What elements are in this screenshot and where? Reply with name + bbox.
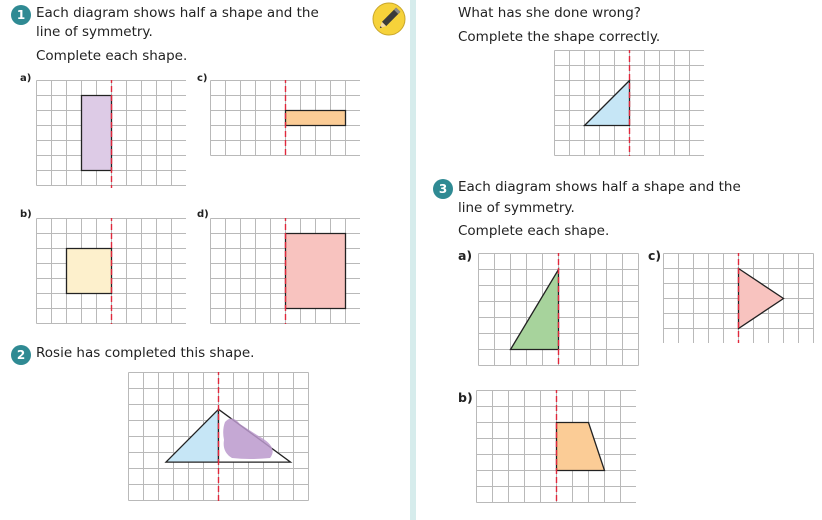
q1c-label: c) (197, 73, 208, 84)
q1c-grid (210, 80, 360, 160)
question-1-badge: 1 (11, 5, 31, 25)
q1-text-line1: Each diagram shows half a shape and the (36, 5, 319, 21)
shape-half (82, 96, 112, 171)
q1b-label: b) (20, 209, 32, 220)
q1d-grid (210, 218, 360, 324)
shape-half (739, 269, 784, 329)
shape-half (585, 81, 630, 126)
pencil-icon (372, 2, 406, 36)
q2-text: Rosie has completed this shape. (36, 345, 255, 361)
q1b-grid (36, 218, 186, 324)
q3-text-line1: Each diagram shows half a shape and the (458, 179, 741, 195)
q3b-label: b) (458, 390, 473, 405)
shape-half (511, 270, 559, 350)
q3c-grid (663, 253, 815, 343)
q3a-label: a) (458, 248, 473, 263)
shape-half (286, 111, 346, 126)
q1d-label: d) (197, 209, 209, 220)
q3b-grid (476, 390, 636, 504)
q1-instruction: Complete each shape. (36, 48, 188, 64)
q1-text-line2: line of symmetry. (36, 24, 153, 40)
page-divider (410, 0, 416, 520)
question-2-badge: 2 (11, 345, 31, 365)
shape-half (286, 234, 346, 309)
shape-half (67, 249, 112, 294)
question-3-badge: 3 (433, 179, 453, 199)
q1a-label: a) (20, 73, 32, 84)
q3c-label: c) (648, 248, 662, 263)
q3-instruction: Complete each shape. (458, 223, 610, 239)
q2-answer-grid (554, 50, 704, 156)
q2-grid (128, 372, 312, 502)
shape-half (557, 423, 605, 471)
rosie-shading (223, 418, 272, 459)
q1a-grid (36, 80, 186, 190)
q2-instruction: Complete the shape correctly. (458, 29, 661, 45)
q3a-grid (478, 253, 642, 367)
q2-question: What has she done wrong? (458, 5, 641, 21)
q3-text-line2: line of symmetry. (458, 200, 575, 216)
